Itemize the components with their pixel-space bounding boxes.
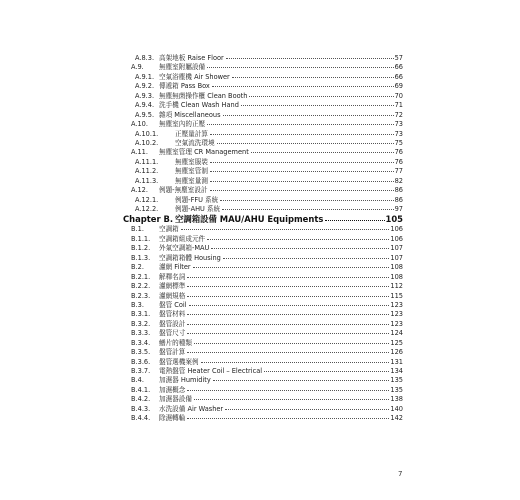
toc-entry-title: 電熱盤管 Heater Coil – Electrical <box>159 367 263 375</box>
toc-entry-page: 126 <box>390 348 403 357</box>
toc-entry-title: 除濕轉輪 <box>159 414 186 423</box>
toc-entry-title: 空調箱設備 MAU/AHU Equipments <box>175 214 324 225</box>
toc-entry <box>123 186 403 195</box>
toc-entry <box>123 329 403 338</box>
toc-entry-page: 77 <box>394 167 403 176</box>
toc-entry-line <box>159 186 403 195</box>
toc-entry-page: 123 <box>390 310 403 319</box>
toc-entry-number: B.4. <box>131 376 144 385</box>
dot-leader <box>210 133 394 135</box>
toc-entry-title: 例題-FFU 系統 <box>175 195 219 204</box>
toc-entry-title: 正壓量計算 <box>175 129 208 138</box>
toc-entry-title: 傳遞箱 Pass Box <box>159 82 210 91</box>
dot-leader <box>217 142 394 144</box>
toc-entry-line <box>159 405 403 414</box>
toc-entry-title: 加濕器設備 <box>159 395 192 404</box>
toc-entry-number: B.1.3. <box>131 253 151 262</box>
toc-entry-line <box>175 205 403 214</box>
toc-entry-title: 加濕器 Humidity <box>159 376 211 385</box>
dot-leader <box>210 180 394 182</box>
toc-entry-page: 112 <box>390 282 403 291</box>
toc-entry-number: B.3.1. <box>131 310 151 319</box>
dot-leader <box>211 247 389 249</box>
toc-entry <box>123 120 403 129</box>
toc-entry-number: B.3.2. <box>131 319 151 328</box>
toc-entry <box>123 376 403 385</box>
toc-entry-title: 空氣浴塵機 Air Shower <box>159 72 230 81</box>
toc-entry <box>123 358 403 367</box>
toc-entry <box>123 139 403 148</box>
toc-entry-number: B.2. <box>131 263 144 272</box>
dot-leader <box>187 417 389 419</box>
toc-entry <box>123 101 403 110</box>
toc-entry-number: B.4.3. <box>131 404 151 413</box>
toc-entry-line <box>159 254 403 263</box>
dot-leader <box>207 238 389 240</box>
page-number: 7 <box>398 470 403 478</box>
toc-entry-title: 盤管材料 <box>159 310 186 319</box>
toc-entry-title: 無塵室管理 CR Management <box>159 148 249 157</box>
toc-entry-page: 66 <box>394 63 403 72</box>
toc-entry-title: 無塵室內的正壓 <box>159 120 206 129</box>
toc-entry-page: 134 <box>390 367 403 375</box>
toc-entry-line <box>159 101 403 110</box>
toc-entry <box>123 348 403 357</box>
toc-entry-title: 盤管計算 <box>159 348 186 357</box>
toc-entry-page: 70 <box>394 91 403 100</box>
toc-entry-number: B.2.3. <box>131 291 151 300</box>
toc-entry-number: A.9.5. <box>135 110 155 119</box>
dot-leader <box>187 332 389 334</box>
dot-leader <box>212 85 394 87</box>
toc-entry-number: B.2.2. <box>131 282 151 291</box>
toc-entry-page: 75 <box>394 138 403 147</box>
dot-leader <box>193 266 390 268</box>
toc-entry-number: B.3. <box>131 300 144 309</box>
toc-entry-page: 140 <box>390 404 403 413</box>
toc-entry-number: A.8.3. <box>135 54 155 62</box>
toc-entry-line <box>159 292 403 301</box>
toc-entry-page: 69 <box>394 82 403 91</box>
toc-entry <box>123 225 403 234</box>
toc-entry-page: 138 <box>390 395 403 404</box>
toc-entry <box>123 263 403 272</box>
toc-entry-line <box>159 263 403 272</box>
toc-entry-page: 66 <box>394 72 403 81</box>
toc-entry-number: A.11.3. <box>135 176 159 185</box>
toc-entry-number: B.1.2. <box>131 244 151 253</box>
toc-entry-title: 盤管尺寸 <box>159 329 186 338</box>
toc-entry-line <box>159 301 403 310</box>
toc-entry-title: 水洗設備 Air Washer <box>159 404 224 413</box>
toc-entry-line <box>159 120 403 129</box>
toc-entry-number: B.3.5. <box>131 348 151 357</box>
toc-entry-number: B.2.1. <box>131 272 151 281</box>
toc-entry-title: 無塵室量測 <box>175 176 208 185</box>
toc-entry-page: 86 <box>394 186 403 195</box>
toc-entry-page: 123 <box>390 300 403 309</box>
toc-entry-title: 雜項 Miscellaneous <box>159 110 221 119</box>
toc-entry-title: 加濕概念 <box>159 385 186 394</box>
toc-entry-page: 108 <box>390 272 403 281</box>
dot-leader <box>194 342 389 344</box>
toc-entry-number: A.9.1. <box>135 72 155 81</box>
dot-leader <box>181 228 390 230</box>
toc-entry-number: A.11.2. <box>135 167 159 176</box>
toc-entry-number: A.10.1. <box>135 129 159 138</box>
toc-entry-number: Chapter B. <box>123 214 174 225</box>
toc-entry-line <box>159 148 403 157</box>
toc-entry-page: 97 <box>394 205 403 213</box>
toc-entry-page: 135 <box>390 376 403 385</box>
dot-leader <box>207 123 393 125</box>
toc-entry-line <box>159 348 403 357</box>
toc-entry-page: 71 <box>394 101 403 110</box>
dot-leader <box>187 323 389 325</box>
toc-entry <box>123 292 403 301</box>
toc-entry-page: 57 <box>394 54 403 62</box>
toc-entry <box>123 63 403 72</box>
dot-leader <box>187 295 389 297</box>
toc-entry-line <box>159 63 403 72</box>
toc-entry-line <box>175 196 403 205</box>
toc-chapter-entry <box>123 214 403 225</box>
toc-entry-line <box>159 82 403 91</box>
toc-entry-page: 107 <box>390 253 403 262</box>
toc-entry-title: 鰭片的種類 <box>159 338 192 347</box>
toc-entry-line <box>159 376 403 385</box>
toc-entry-title: 空調箱 <box>159 225 179 234</box>
dot-leader <box>189 304 390 306</box>
toc-entry <box>123 320 403 329</box>
toc-entry-page: 82 <box>394 176 403 185</box>
toc-entry-line <box>159 395 403 404</box>
toc-entry <box>123 414 403 423</box>
toc-entry-title: 例題-AHU 系統 <box>175 205 221 213</box>
toc-entry-line <box>159 310 403 319</box>
toc-entry-line <box>159 320 403 329</box>
toc-entry <box>123 244 403 253</box>
dot-leader <box>210 161 394 163</box>
toc-entry-page: 73 <box>394 129 403 138</box>
toc-entry-number: A.9.4. <box>135 101 155 110</box>
toc-entry-number: B.1.1. <box>131 234 151 243</box>
toc-entry <box>123 73 403 82</box>
toc-entry-title: 濾網標準 <box>159 282 186 291</box>
toc-entry <box>123 386 403 395</box>
toc-entry-number: A.9.2. <box>135 82 155 91</box>
toc-entry <box>123 196 403 205</box>
toc-entry-page: 105 <box>385 214 403 225</box>
toc-entry-line <box>159 386 403 395</box>
dot-leader <box>232 76 394 78</box>
toc-entry-number: A.11.1. <box>135 157 159 166</box>
toc-entry-title: 例題-無塵室設計 <box>159 186 208 195</box>
dot-leader <box>210 170 394 172</box>
toc-entry-title: 濾網 Filter <box>159 263 191 272</box>
toc-entry <box>123 395 403 404</box>
toc-entry <box>123 148 403 157</box>
dot-leader <box>225 408 389 410</box>
toc-entry <box>123 235 403 244</box>
toc-entry-line <box>159 282 403 291</box>
toc-entry-line <box>175 214 403 225</box>
toc-entry-number: B.3.3. <box>131 329 151 338</box>
toc-entry-page: 135 <box>390 385 403 394</box>
toc-entry-number: B.4.1. <box>131 385 151 394</box>
dot-leader <box>222 208 393 210</box>
dot-leader <box>264 370 389 372</box>
toc-entry-number: B.3.7. <box>131 367 151 375</box>
toc-entry-title: 盤管設計 <box>159 319 186 328</box>
toc-entry-page: 142 <box>390 414 403 423</box>
toc-entry-line <box>159 92 403 101</box>
toc-entry <box>123 339 403 348</box>
dot-leader <box>241 104 394 106</box>
toc-entry-title: 無塵室附屬設備 <box>159 63 206 72</box>
toc-entry-number: A.9. <box>131 63 144 72</box>
toc-entry-line <box>159 235 403 244</box>
toc-entry <box>123 273 403 282</box>
toc-entry-line <box>175 167 403 176</box>
dot-leader <box>223 257 390 259</box>
toc-entry <box>123 82 403 91</box>
toc-entry-title: 無塵室服裝 <box>175 157 208 166</box>
toc-entry-line <box>159 339 403 348</box>
dot-leader <box>220 199 393 201</box>
toc-entry-title: 外氣空調箱-MAU <box>159 244 210 253</box>
toc-entry <box>123 301 403 310</box>
dot-leader <box>187 351 389 353</box>
toc-entry-page: 86 <box>394 195 403 204</box>
toc-entry-page: 76 <box>394 157 403 166</box>
toc-entry-page: 107 <box>390 244 403 253</box>
toc-entry-title: 空調箱箱體 Housing <box>159 253 221 262</box>
toc-entry-title: 解釋名詞 <box>159 272 186 281</box>
toc-entry-page: 76 <box>394 148 403 157</box>
toc-entry-line <box>175 158 403 167</box>
toc-entry-number: A.10.2. <box>135 138 159 147</box>
toc-entry-number: A.12. <box>131 186 148 195</box>
toc-entry-number: A.12.1. <box>135 195 159 204</box>
toc-entry <box>123 167 403 176</box>
dot-leader <box>223 114 394 116</box>
dot-leader <box>207 66 393 68</box>
dot-leader <box>187 389 389 391</box>
toc-entry-number: A.9.3. <box>135 91 155 100</box>
dot-leader <box>194 398 389 400</box>
table-of-contents <box>123 54 403 424</box>
toc-entry-page: 115 <box>390 291 403 300</box>
toc-entry-page: 106 <box>390 225 403 234</box>
toc-entry-page: 73 <box>394 120 403 129</box>
toc-entry <box>123 310 403 319</box>
toc-entry-line <box>175 130 403 139</box>
toc-entry-title: 盤管選機案例 <box>159 357 199 366</box>
toc-entry-page: 125 <box>390 338 403 347</box>
toc-entry-page: 72 <box>394 110 403 119</box>
dot-leader <box>249 95 393 97</box>
toc-entry-title: 空調箱組成元件 <box>159 234 206 243</box>
toc-entry-line <box>159 329 403 338</box>
dot-leader <box>201 361 390 363</box>
dot-leader <box>187 313 389 315</box>
toc-entry-line <box>159 244 403 253</box>
toc-entry-number: A.11. <box>131 148 148 157</box>
toc-entry-title: 濾網規格 <box>159 291 186 300</box>
toc-entry-page: 131 <box>390 357 403 366</box>
toc-entry <box>123 254 403 263</box>
toc-entry <box>123 205 403 214</box>
toc-entry-line <box>159 111 403 120</box>
toc-entry-page: 106 <box>390 234 403 243</box>
toc-entry-number: A.12.2. <box>135 205 159 213</box>
toc-entry <box>123 111 403 120</box>
dot-leader <box>325 219 384 221</box>
toc-entry-line <box>175 177 403 186</box>
toc-entry-title: 無塵無菌操作櫃 Clean Booth <box>159 91 248 100</box>
toc-entry-number: B.1. <box>131 225 144 234</box>
dot-leader <box>187 276 389 278</box>
dot-leader <box>226 57 394 59</box>
toc-entry <box>123 405 403 414</box>
toc-entry-line <box>159 273 403 282</box>
toc-entry-number: B.4.4. <box>131 414 151 423</box>
toc-entry-line <box>175 139 403 148</box>
toc-entry-title: 空氣流洗環境 <box>175 138 215 147</box>
toc-entry <box>123 177 403 186</box>
toc-entry-number: A.10. <box>131 120 148 129</box>
toc-entry-line <box>159 73 403 82</box>
toc-entry-line <box>159 358 403 367</box>
toc-entry-title: 無塵室管制 <box>175 167 208 176</box>
dot-leader <box>187 285 389 287</box>
toc-entry-page: 123 <box>390 319 403 328</box>
toc-entry <box>123 158 403 167</box>
dot-leader <box>213 379 390 381</box>
toc-entry-title: 盤管 Coil <box>159 300 187 309</box>
toc-entry-page: 124 <box>390 329 403 338</box>
toc-entry-title: 高架地板 Raise Floor <box>159 54 224 62</box>
toc-entry-number: B.3.4. <box>131 338 151 347</box>
toc-entry <box>123 92 403 101</box>
toc-entry-title: 洗手機 Clean Wash Hand <box>159 101 239 110</box>
toc-entry-line <box>159 225 403 234</box>
toc-entry <box>123 282 403 291</box>
toc-entry-line <box>159 414 403 423</box>
toc-entry-number: B.3.6. <box>131 357 151 366</box>
dot-leader <box>251 151 394 153</box>
dot-leader <box>210 189 394 191</box>
toc-entry-number: B.4.2. <box>131 395 151 404</box>
toc-entry-page: 108 <box>390 263 403 272</box>
toc-entry <box>123 130 403 139</box>
